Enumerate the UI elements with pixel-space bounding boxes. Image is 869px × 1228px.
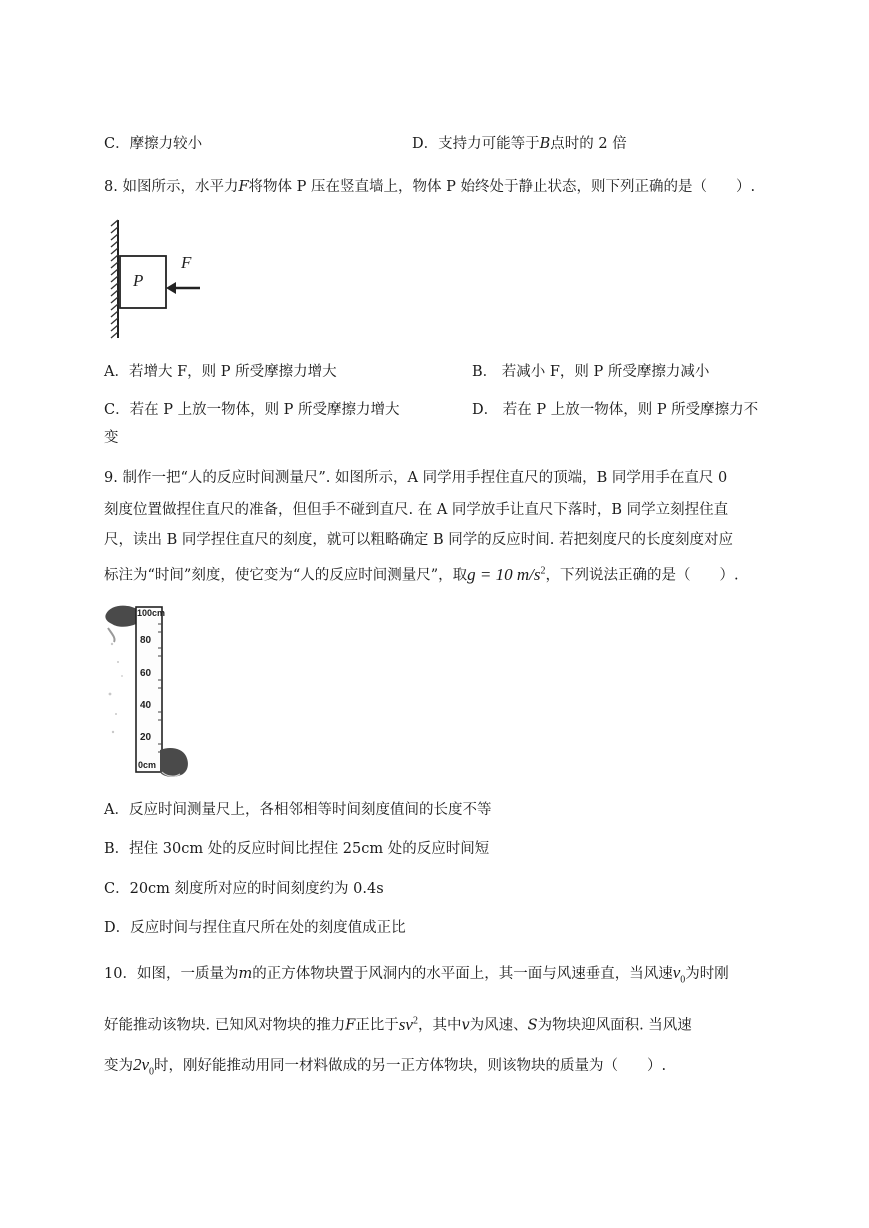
q10-line2-d: 为风速、: [469, 1017, 528, 1034]
q10-stem-line-3: [104, 1055, 666, 1082]
q9-stem-line-2: 刻度位置做捏住直尺的准备，但但手不碰到直尺. 在 A 同学放手让直尺下落时，B 同学立刻捏住直: [104, 502, 729, 518]
q9-option-b: B．捏住 30cm 处的反应时间比捏住 25cm 处的反应时间短: [104, 841, 490, 857]
bottom-hand: [160, 748, 188, 777]
q9-g-formula-base: g = 10 m/s: [467, 564, 541, 584]
q9-stem-line-4: [104, 561, 739, 586]
q7-option-d-suffix: 点时的 2 倍: [550, 136, 627, 152]
q8-option-c: C．若在 P 上放一物体，则 P 所受摩擦力增大: [104, 402, 400, 418]
ruler-tick-label: 60: [140, 668, 152, 679]
q8-option-d-continued: 变: [104, 430, 119, 446]
q10-line1-a: 10．如图，一质量为: [104, 966, 239, 982]
q9-stem-line-4-a: 标注为“时间”刻度，使它变为“人的反应时间测量尺”，取: [104, 567, 468, 584]
top-hand-arm: [108, 628, 115, 642]
q8-stem-part-b: 将物体 P 压在竖直墙上，物体 P 始终处于静止状态，则下列正确的是（ ）.: [248, 179, 756, 195]
q9-option-a: A．反应时间测量尺上，各相邻相等时间刻度值间的长度不等: [104, 802, 492, 818]
q10-var-m: m: [238, 966, 253, 982]
q10-line2-e: 为物块迎风面积. 当风速: [537, 1017, 692, 1034]
top-hand: [105, 606, 140, 627]
q9-ruler-figure: [104, 604, 196, 780]
q8-stem: [104, 177, 755, 197]
q10-2v0: [133, 1055, 155, 1078]
scan-speckles: [109, 643, 123, 733]
q10-sv2: [399, 1015, 418, 1034]
q7-option-d-prefix: D．支持力可能等于: [412, 136, 540, 152]
q10-line2-a: 好能推动该物块. 已知风对物块的推力: [104, 1017, 346, 1034]
q7-option-d: [412, 134, 627, 154]
ruler-top-label: 100cm: [137, 608, 166, 618]
q9-g-formula: [467, 565, 545, 584]
q10-line2-c: ，其中: [417, 1017, 462, 1034]
q9-stem-line-4-b: ，下列说法正确的是（ ）.: [545, 567, 739, 584]
q7-option-d-var: B: [539, 136, 551, 152]
q10-line1-b: 的正方体物块置于风洞内的水平面上，其一面与风速垂直，当风速: [252, 966, 673, 982]
q10-line1-c: 为时刚: [685, 966, 729, 982]
q10-stem-line-2: [104, 1011, 692, 1036]
q10-v0-sub: 0: [680, 974, 686, 986]
wall-hatching: [111, 220, 118, 338]
force-arrow-head: [166, 282, 176, 294]
q10-line3-a: 变为: [104, 1058, 133, 1074]
q10-2v0-sub: 0: [149, 1066, 155, 1078]
q8-option-d: D． 若在 P 上放一物体，则 P 所受摩擦力不: [472, 402, 759, 418]
ruler-tick-label: 40: [140, 700, 152, 711]
ruler-tick-label: 20: [140, 732, 152, 743]
q10-sv2-exp: 2: [412, 1015, 418, 1026]
q8-option-a: A．若增大 F，则 P 所受摩擦力增大: [104, 364, 337, 380]
q8-stem-var: F: [238, 179, 249, 195]
q8-stem-part-a: 8. 如图所示，水平力: [104, 179, 239, 195]
q10-var-S: S: [527, 1017, 538, 1034]
q10-line3-b: 时，刚好能推动用同一材料做成的另一正方体物块，则该物块的质量为（ ）.: [154, 1058, 667, 1074]
q10-stem-line-1: [104, 963, 729, 990]
q10-v0: [672, 963, 686, 986]
q10-line2-b: 正比于: [355, 1017, 399, 1034]
q10-var-F: F: [345, 1017, 356, 1034]
block-p-label: P: [133, 271, 144, 290]
q10-var-v: v: [461, 1017, 470, 1034]
q9-option-c: C．20cm 刻度所对应的时间刻度约为 0.4s: [104, 881, 384, 897]
q9-stem-line-3: 尺，读出 B 同学捏住直尺的刻度，就可以粗略确定 B 同学的反应时间. 若把刻度尺的长度刻度对应: [104, 532, 733, 548]
q10-2v0-base: 2v: [133, 1055, 150, 1074]
q8-option-b: B． 若减小 F，则 P 所受摩擦力减小: [472, 364, 710, 380]
ruler-bottom-label: 0cm: [138, 760, 157, 770]
q9-stem-line-1: 9. 制作一把“人的反应时间测量尺”. 如图所示，A 同学用手捏住直尺的顶端，B 同学用手在直尺 0: [104, 470, 728, 486]
q7-option-c: C．摩擦力较小: [104, 136, 203, 152]
q10-sv2-base: sv: [398, 1014, 413, 1034]
ruler-tick-label: 80: [140, 635, 152, 646]
force-label: F: [181, 253, 192, 272]
q8-wall-block-figure: [108, 218, 214, 340]
q9-g-formula-exp: 2: [540, 565, 546, 576]
q10-v0-base: v: [672, 963, 681, 982]
q9-option-d: D．反应时间与捏住直尺所在处的刻度值成正比: [104, 920, 406, 936]
